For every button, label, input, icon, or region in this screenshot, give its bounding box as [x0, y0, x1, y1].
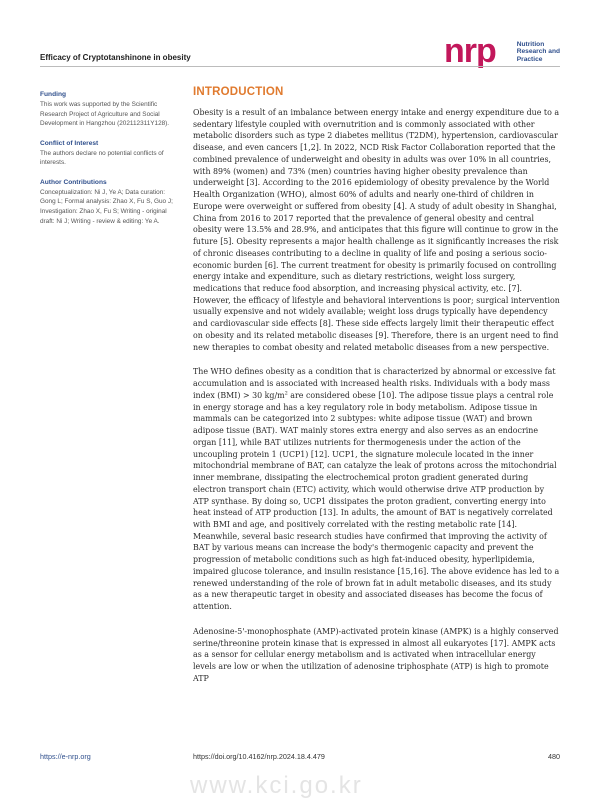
paragraph-2	[193, 366, 560, 612]
journal-name-line-1: Nutrition	[516, 40, 545, 48]
funding-text: This work was supported by the Scientific Research Project of Agriculture and Social Development in Hangzhou (202112311Y128).	[40, 100, 170, 128]
journal-site-link[interactable]: https://e-nrp.org	[40, 752, 91, 761]
running-title: Efficacy of Cryptotanshinone in obesity	[40, 53, 191, 62]
paragraph-2-text-b: are considered obese [10]. The adipose tissue plays a central role in energy storage and has a key regulatory role in body metabolism. Adipose tissue in mammals can be categorized into 2 subtypes: white adipose tissue (WAT) and brown adipose tissue (BAT). WAT mainly stores extra energy and also serves as an endocrine organ [11], while BAT utilizes nutrients for thermogenesis under the action of the uncoupling protein 1 (UCP1) [12]. UCP1, the signature molecule located in the inner mitochondrial membrane of BAT, can catalyze the leak of protons across the mitochondrial inner membrane, dissipating the electrochemical proton gradient generated during electron transport chain (ETC) activity, which would otherwise drive ATP production by ATP synthase. By doing so, UCP1 dissipates the proton gradient, converting energy into heat instead of ATP production [13]. In adults, the amount of BAT is negatively correlated with BMI and age, and positively correlated with the resting metabolic rate [14]. Meanwhile, several basic research studies have confirmed that improving the activity of BAT by various means can increase the body's thermogenic capacity and prevent the progression of metabolic conditions such as high fat-induced obesity, hyperlipidemia, impaired glucose tolerance, and insulin resistance [15,16]. The above evidence has led to a renewed understanding of the role of brown fat in adult metabolic diseases, and its study as a new therapeutic target in obesity and associated diseases has become the focus of attention.	[193, 390, 560, 612]
watermark: www.kci.go.kr	[190, 772, 363, 799]
nrp-logo-icon	[444, 36, 514, 68]
article-sidebar	[40, 90, 175, 226]
journal-logo	[444, 36, 560, 68]
doi-link[interactable]: https://doi.org/10.4162/nrp.2024.18.4.479	[193, 752, 325, 761]
funding-heading: Funding	[40, 91, 66, 98]
paragraph-2-text-a: The WHO defines obesity as a condition that is characterized by abnormal or excessive fat accumulation and is associated with increased health risks. Individuals with a body mass index (BMI) > 30 kg/m	[193, 367, 556, 400]
article-body	[193, 86, 560, 685]
journal-name-line-2: Research and	[516, 48, 560, 56]
journal-name-line-3: Practice	[516, 55, 543, 63]
paragraph-3: Adenosine-5'-monophosphate (AMP)-activated protein kinase (AMPK) is a highly conserved serine/threonine protein kinase that is expressed in almost all eukaryotes [17]. AMPK acts as a sensor for cellular energy metabolism and is activated when intracellular energy levels are low or when the utilization of adenosine triphosphate (ATP) is high to promote ATP	[193, 626, 559, 683]
paragraph-1: Obesity is a result of an imbalance between energy intake and energy expenditure due to a sedentary lifestyle coupled with overnutrition and is commonly associated with other metabolic disorders such as type 2 diabetes mellitus (T2DM), hypertension, cardiovascular disease, and even cancers [1,2]. In 2022, NCD Risk Factor Collaboration reported that the combined prevalence of underweight and obesity in adults was over 10% in all countries, with 89% (women) and 73% (men) countries having higher obesity prevalence than underweight [3]. According to the 2016 epidemiology of obesity prevalence by the World Health Organization (WHO), almost 60% of adults and nearly one-third of children in Europe were overweight or suffered from obesity [4]. A study of adult obesity in Shanghai, China from 2016 to 2017 reported that the prevalence of general obesity and central obesity were 13.5% and 28.9%, and anticipates that this figure will continue to grow in the future [5]. Obesity represents a major health challenge as it significantly increases the risk of chronic diseases contributing to a decline in quality of life and posing a serious socio-economic burden [6]. The current treatment for obesity is primarily focused on controlling energy intake and expenditure, such as dietary restrictions, weight loss surgery, medications that reduce food absorption, and increasing physical activity, etc. [7]. However, the efficacy of lifestyle and behavioral interventions is poor; surgical intervention usually expensive and not widely available; weight loss drugs typically have dependency and cardiovascular side effects [8]. These side effects largely limit their therapeutic effect on obesity and its related metabolic diseases [9]. Therefore, there is an urgent need to find new therapies to combat obesity and related metabolic diseases from a new perspective.	[193, 108, 560, 352]
section-title-introduction: INTRODUCTION	[193, 86, 284, 98]
svg-text:nrp: nrp	[443, 36, 496, 68]
page-footer	[40, 752, 560, 766]
conflict-of-interest-heading: Conflict of Interest	[40, 139, 99, 147]
header-divider	[40, 66, 560, 67]
journal-name	[517, 41, 560, 64]
page-header	[40, 36, 560, 76]
author-contributions-heading: Author Contributions	[40, 178, 107, 186]
author-contributions-text: Conceptualization: Ni J, Ye A; Data curation: Gong L; Formal analysis: Zhao X, Fu S, Guo J; Investigation: Zhao X, Fu S; Writing - original draft: Ni J; Writing - review & editing: Ye A.	[40, 188, 173, 225]
superscript-2: 2	[284, 390, 288, 397]
conflict-of-interest-text: The authors declare no potential conflicts of interests.	[40, 149, 164, 167]
page-number: 480	[548, 752, 560, 761]
